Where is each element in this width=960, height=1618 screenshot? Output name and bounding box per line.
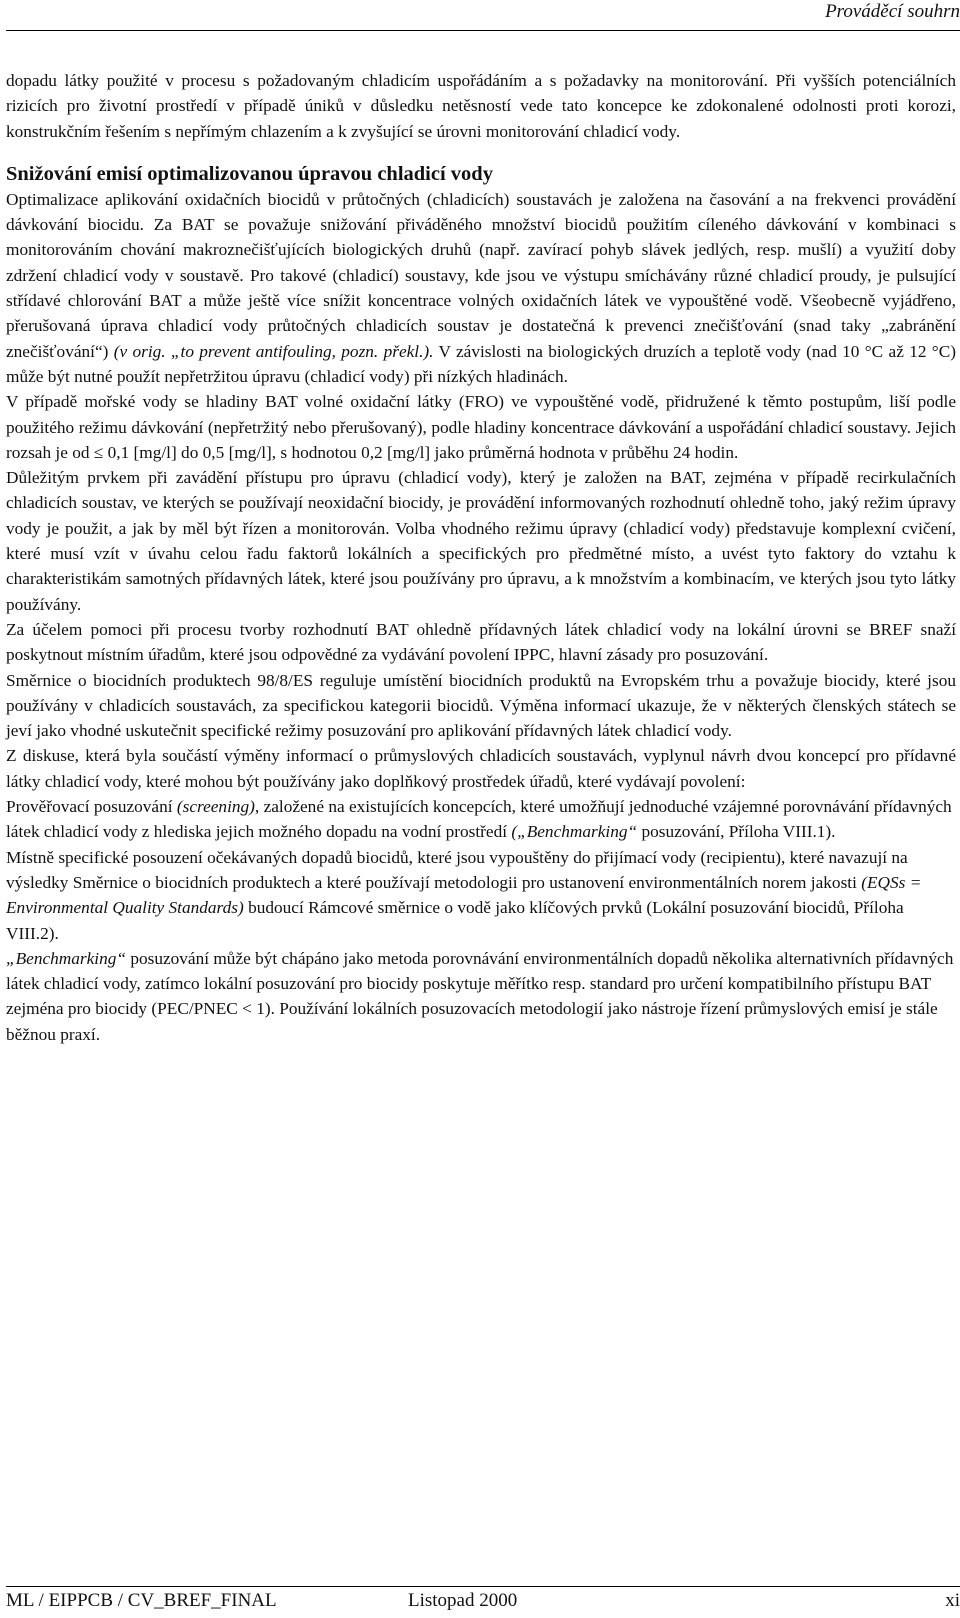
footer-page-number: xi — [945, 1590, 960, 1611]
footer-document-id: ML / EIPPCB / CV_BREF_FINAL — [6, 1590, 277, 1611]
document-body — [6, 68, 956, 1047]
benchmarking-text: posuzování může být chápáno jako metoda porovnávání environmentálních dopadů několika alternativních přídavných látek chladicí vody, zatímco lokální posuzování pro biocidy poskytuje měřítko resp. standard pro určení kompatibilního přístupu BAT zejména pro biocidy (PEC/PNEC < 1). Používání lokálních posuzovacích metodologií jako nástroje řízení průmyslových emisí je stále běžnou praxí. — [6, 948, 954, 1044]
paragraph-important-element: Důležitým prvkem při zavádění přístupu pro úpravu (chladicí vody), který je založen na BAT, zejména v případě recirkulačních chladicích soustav, ve kterých se používají neoxidační biocidy, je provádění informovaných rozhodnutí ohledně toho, jaký režim úpravy vody je použit, a jak by měl být řízen a monitorován. Volba vhodného režimu úpravy (chladicí vody) představuje komplexní cvičení, které musí vzít v úvahu celou řadu faktorů lokálních a specifických pro předmětné místo, a uvést tyto faktory do vztahu k charakteristikám samotných přídavných látek, které jsou používány pro úpravu, a k množstvím a kombinacím, ve kterých jsou tyto látky používány. — [6, 468, 956, 614]
local-assessment-text-a: Místně specifické posouzení očekávaných dopadů biocidů, které jsou vypouštěny do přijímací vody (recipientu), které navazují na výsledky Směrnice o biocidních produktech a které používají metodologii pro ustanovení environmentálních norem jakosti — [6, 847, 908, 892]
benchmarking-italic: („Benchmarking“ — [511, 822, 638, 842]
screening-text-d: posuzování, Příloha VIII.1). — [641, 822, 836, 842]
paragraph-local-assessment — [6, 845, 956, 946]
benchmarking-quote-italic: „Benchmarking“ — [6, 948, 126, 968]
paragraph-decision-help: Za účelem pomoci při procesu tvorby rozhodnutí BAT ohledně přídavných látek chladicí vody na lokální úrovni se BREF snaží poskytnout místním úřadům, které jsou odpovědné za vydávání povolení IPPC, hlavní zásady pro posuzování. — [6, 619, 956, 665]
page-footer — [6, 1586, 960, 1618]
page-header — [6, 0, 960, 31]
paragraph-benchmarking — [6, 946, 956, 1047]
paragraph-screening — [6, 794, 956, 845]
section-heading: Snižování emisí optimalizovanou úpravou chladicí vody — [6, 162, 493, 185]
local-assessment-text-c: budoucí Rámcové směrnice o vodě jako klíčových prvků (Lokální posuzování biocidů, Příloha VIII.2). — [6, 898, 904, 943]
paragraph-optimization-tail: V závislosti na biologických druzích a teplotě vody (nad 10 °C až 12 °C) může být nutné použít nepřetržitou úpravu (chladicí vody) při nízkých hladinách. — [6, 341, 956, 386]
screening-text-a: Prověřovací posuzování — [6, 797, 173, 817]
paragraph-seawater: V případě mořské vody se hladiny BAT volné oxidační látky (FRO) ve vypouštěné vodě, přidružené k těmto postupům, liší podle použitého režimu dávkování (nepřetržitý nebo přerušovaný), podle hladiny koncentrace dávkování a uspořádání chladicí soustavy. Jejich rozsah je od ≤ 0,1 [mg/l] do 0,5 [mg/l], s hodnotou 0,2 [mg/l] jako průměrná hodnota v průběhu 24 hodin. — [6, 392, 956, 462]
screening-text-b: , založené na existujících koncepcích, které umožňují jednoduché vzájemné porovnávání přídavných látek chladicí vody z hlediska jejich možného dopadu na vodní prostředí — [6, 797, 952, 842]
footer-date: Listopad 2000 — [408, 1590, 518, 1611]
paragraph-discussion: Z diskuse, která byla součástí výměny informací o průmyslových chladicích soustavách, vyplynul návrh dvou koncepcí pro přídavné látky chladicí vody, které mohou být používány jako doplňkový prostředek úřadů, které vydávají povolení: — [6, 746, 956, 791]
header-title: Prováděcí souhrn — [825, 1, 960, 22]
eqs-italic: (EQSs = Environmental Quality Standards) — [6, 872, 922, 918]
screening-italic: (screening) — [176, 797, 255, 817]
intro-paragraph: dopadu látky použité v procesu s požadovaným chladicím uspořádáním a s požadavky na monitorování. Při vyšších potenciálních rizicích pro životní prostředí v případě úniků v důsledku netěsností vede tato koncepce ke zdokonalené odolnosti proti korozi, konstrukčním řešením s nepřímým chlazením a k zvyšující se úrovni monitorování chladicí vody. — [6, 71, 956, 141]
paragraph-optimization-text: Optimalizace aplikování oxidačních biocidů v průtočných (chladicích) soustavách je založena na časování a na frekvenci provádění dávkování biocidu. Za BAT se považuje snižování přiváděného množství biocidů použitím cíleného dávkování v kombinaci s monitorováním chování makroznečišťujících biologických druhů (např. zavírací pohyb slávek jedlých, resp. mušlí) a využití doby zdržení chladicí vody v soustavě. Pro takové (chladicí) soustavy, kde jsou ve výstupu smíchávány různé chladicí proudy, je pulsující střídavé chlorování BAT a může ještě více snížit koncentrace volných oxidačních látek ve vypouštěné vodě. Všeobecně vyjádřeno, přerušovaná úprava chladicí vody průtočných chladicích soustav je dostatečná k prevenci znečišťování (snad taky „zabránění znečišťování“) — [6, 189, 956, 361]
paragraph-biocide-directive: Směrnice o biocidních produktech 98/8/ES reguluje umístění biocidních produktů na Evropském trhu a považuje biocidy, které jsou používány v chladicích soustavách, za specifickou kategorii biocidů. Výměna informací ukazuje, že v některých členských státech se jeví jako vhodné uskutečnit specifické režimy posuzování pro aplikování přídavných látek chladicí vody. — [6, 670, 956, 741]
translator-note: (v orig. „to prevent antifouling, pozn. překl.). — [113, 341, 434, 361]
paragraph-optimization — [6, 187, 956, 389]
